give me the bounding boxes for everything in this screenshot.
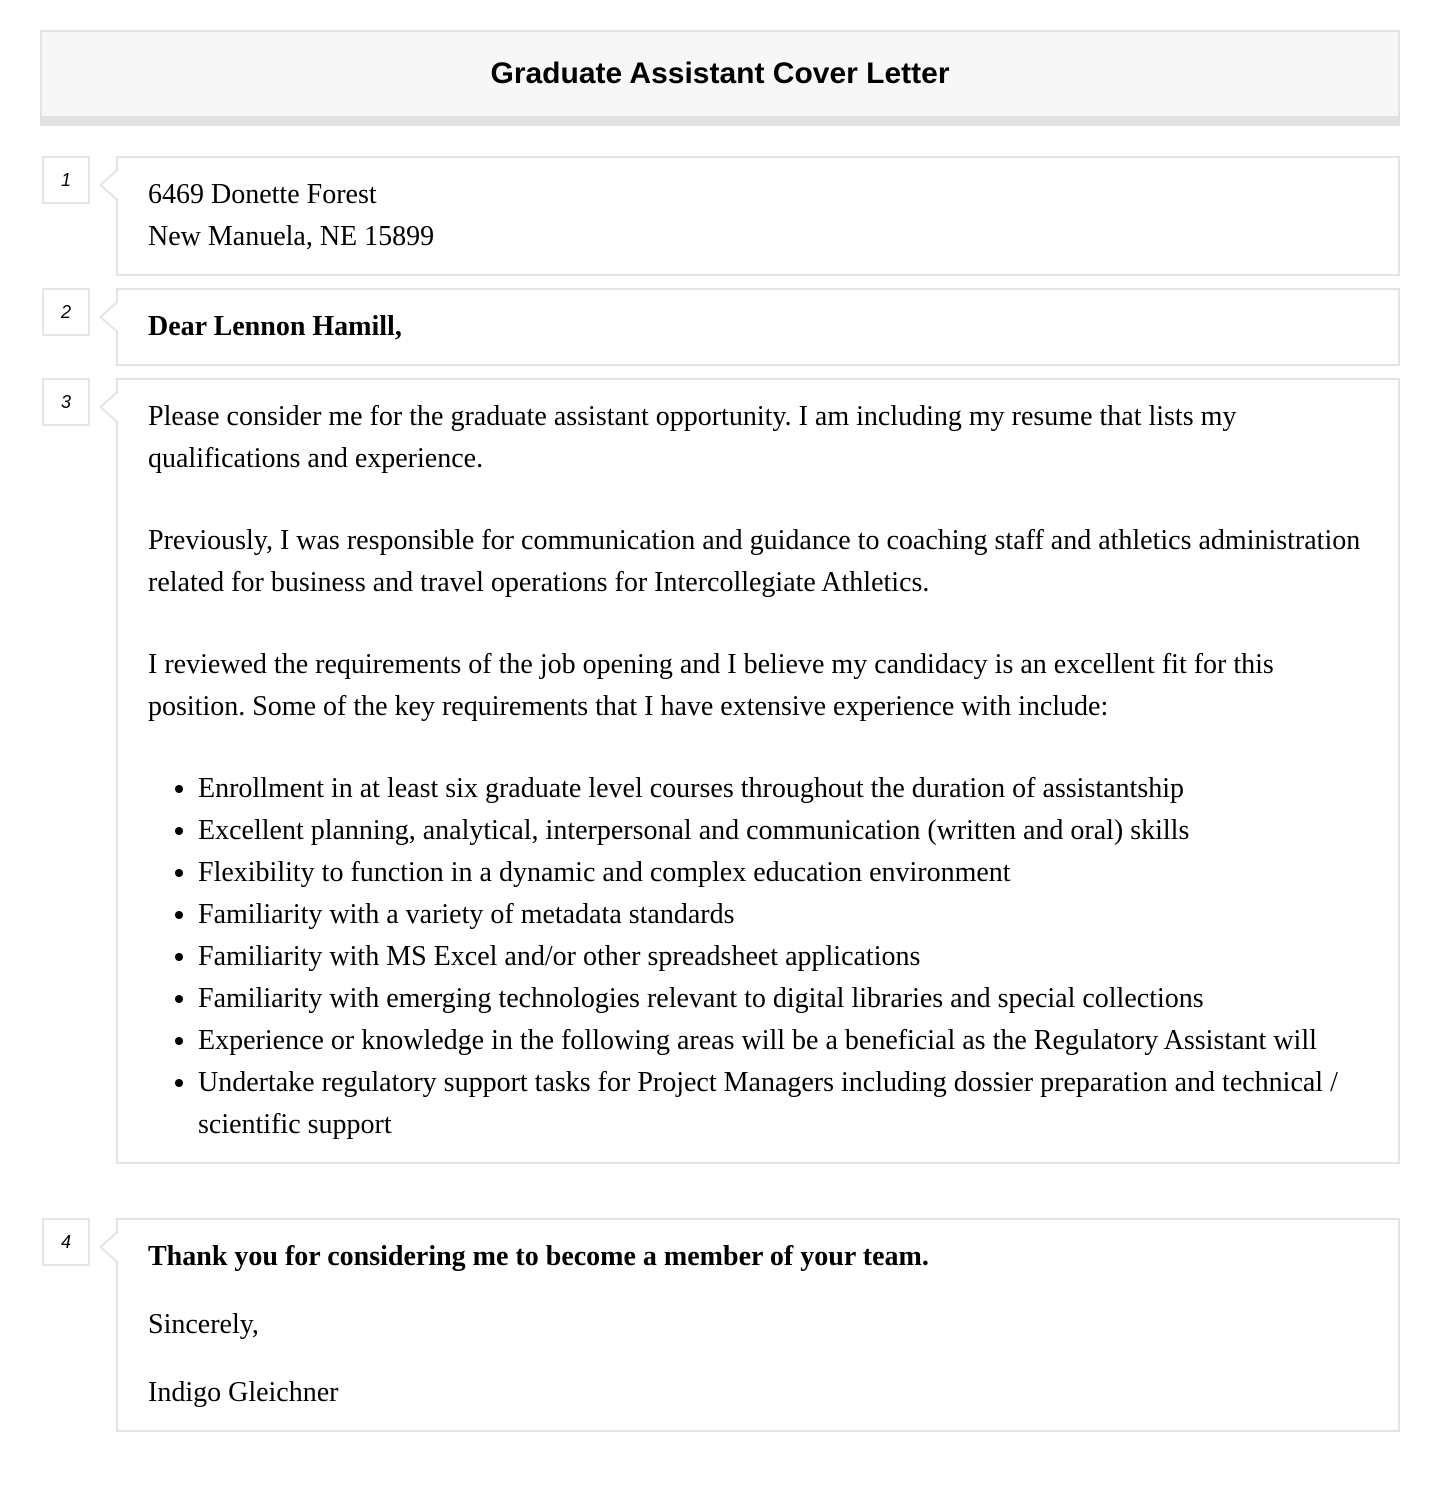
list-item: • Familiarity with emerging technologies relevant to digital libraries and special collections bbox=[198, 978, 1368, 1020]
section-box bbox=[116, 1218, 1400, 1432]
closing-text: Thank you for considering me to become a member of your team. bbox=[148, 1241, 929, 1272]
list-item: • Undertake regulatory support tasks for Project Managers including dossier preparation and technical / scientific support bbox=[198, 1062, 1368, 1146]
section-box bbox=[116, 378, 1400, 1164]
signoff: Sincerely, bbox=[148, 1309, 259, 1340]
list-item: • Flexibility to function in a dynamic and complex education environment bbox=[198, 852, 1368, 894]
requirements-list bbox=[148, 768, 1368, 1146]
section-number: 3 bbox=[42, 378, 90, 426]
list-item: • Experience or knowledge in the following areas will be a beneficial as the Regulatory Assistant will bbox=[198, 1020, 1368, 1062]
address-line-2: New Manuela, NE 15899 bbox=[148, 221, 435, 252]
section-box bbox=[116, 288, 1400, 366]
signature: Indigo Gleichner bbox=[148, 1377, 339, 1408]
section-box bbox=[116, 156, 1400, 276]
salutation: Dear Lennon Hamill, bbox=[148, 311, 402, 342]
body-paragraph: I reviewed the requirements of the job opening and I believe my candidacy is an excellent fit for this position. Some of the key requirements that I have extensive experience with include: bbox=[148, 649, 1274, 722]
list-item: • Excellent planning, analytical, interpersonal and communication (written and oral) skills bbox=[198, 810, 1368, 852]
page-title: Graduate Assistant Cover Letter bbox=[490, 57, 950, 90]
section-number: 4 bbox=[42, 1218, 90, 1266]
address-line-1: 6469 Donette Forest bbox=[148, 179, 377, 210]
list-item: • Familiarity with MS Excel and/or other spreadsheet applications bbox=[198, 936, 1368, 978]
body-paragraph: Previously, I was responsible for communication and guidance to coaching staff and athletics administration related for business and travel operations for Intercollegiate Athletics. bbox=[148, 525, 1361, 598]
list-item: • Enrollment in at least six graduate level courses throughout the duration of assistantship bbox=[198, 768, 1368, 810]
section-number: 2 bbox=[42, 288, 90, 336]
page-header bbox=[40, 30, 1400, 126]
body-paragraph: Please consider me for the graduate assistant opportunity. I am including my resume that lists my qualifications and experience. bbox=[148, 401, 1237, 474]
list-item: • Familiarity with a variety of metadata standards bbox=[198, 894, 1368, 936]
section-number: 1 bbox=[42, 156, 90, 204]
